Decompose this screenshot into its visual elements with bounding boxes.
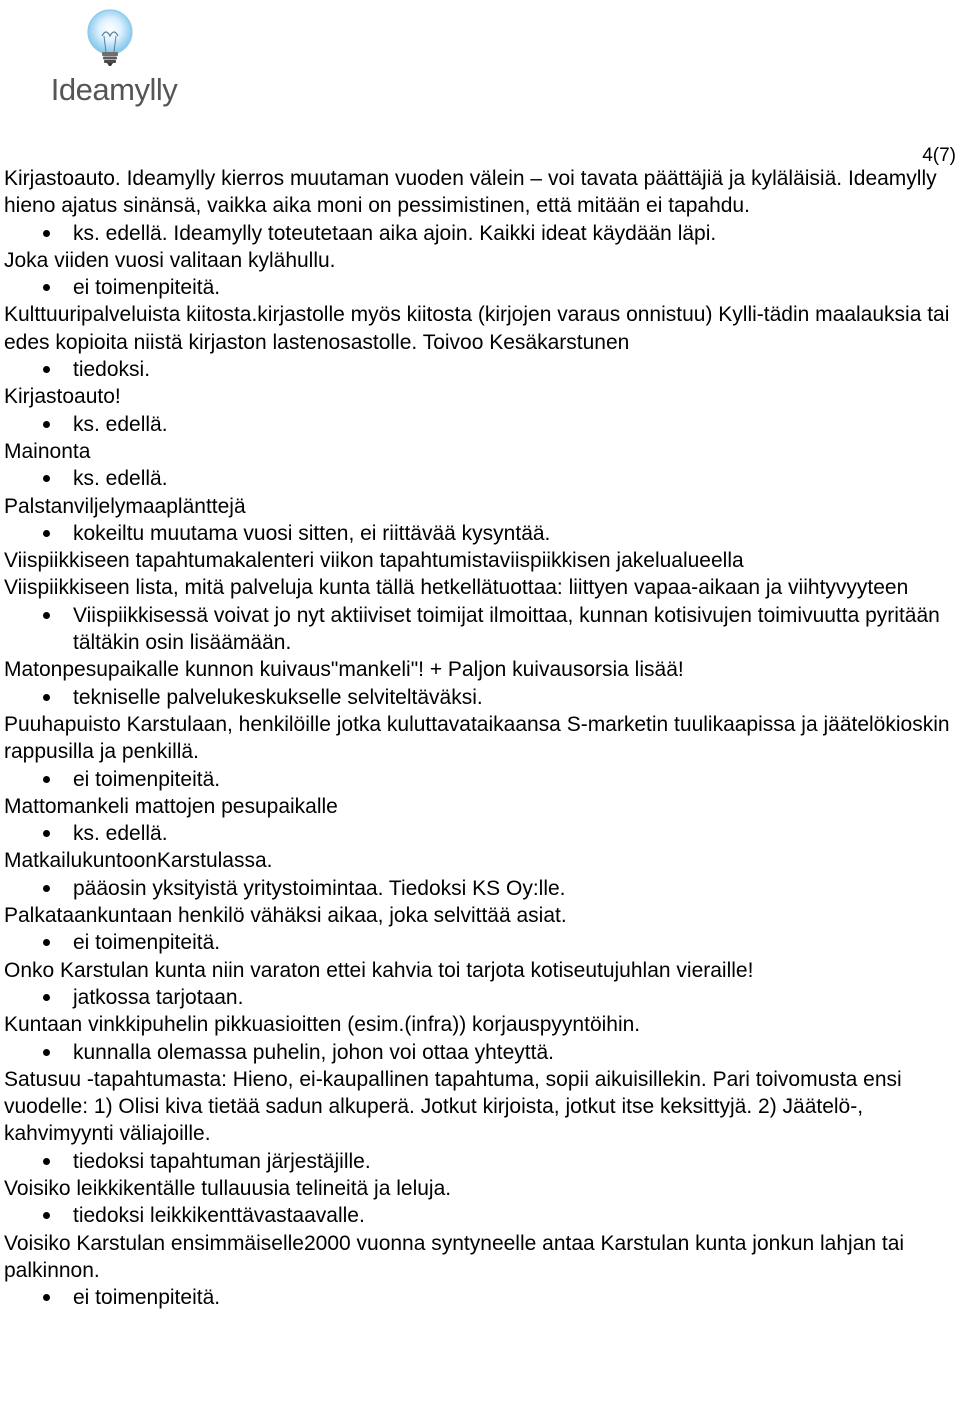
paragraph: Kulttuuripalveluista kiitosta.kirjastolle myös kiitosta (kirjojen varaus onnistuu) Kylli-tädin maalauksia tai edes kopioita niistä kirjaston lastenosastolle. Toivoo Kesäkarstunen <box>4 303 950 354</box>
bullet-item: tiedoksi. <box>4 356 954 383</box>
bullet-item: ei toimenpiteitä. <box>4 1284 954 1311</box>
bullet-item: jatkossa tarjotaan. <box>4 984 954 1011</box>
bullet-item: tekniselle palvelukeskukselle selviteltäväksi. <box>4 684 954 711</box>
paragraph: Satusuu -tapahtumasta: Hieno, ei-kaupallinen tapahtuma, sopii aikuisillekin. Pari toivomusta ensi vuodelle: 1) Olisi kiva tietää sadun alkuperä. Jotkut kirjoista, jotkut itse keksittyjä. 2) Jäätelö-, kahvimyynti väliajoille. <box>4 1067 902 1146</box>
bullet-item: ks. edellä. <box>4 820 954 847</box>
bullet-item: ks. edellä. Ideamylly toteutetaan aika ajoin. Kaikki ideat käydään läpi. <box>4 220 954 247</box>
bullet-item: tiedoksi tapahtuman järjestäjille. <box>4 1148 954 1175</box>
paragraph: Viispiikkiseen tapahtumakalenteri viikon tapahtumistaviispiikkisen jakelualueella <box>4 549 744 573</box>
bullet-item: pääosin yksityistä yritystoimintaa. Tiedoksi KS Oy:lle. <box>4 875 954 902</box>
paragraph: Viispiikkiseen lista, mitä palveluja kunta tällä hetkellätuottaa: liittyen vapaa-aikaan ja viihtyvyyteen <box>4 576 909 600</box>
paragraph: Matonpesupaikalle kunnon kuivaus"mankeli"! + Paljon kuivausorsia lisää! <box>4 658 684 682</box>
paragraph: Puuhapuisto Karstulaan, henkilöille jotka kuluttavataikaansa S-marketin tuulikaapissa ja jäätelökioskin rappusilla ja penkillä. <box>4 712 950 764</box>
bullet-item: ks. edellä. <box>4 411 954 438</box>
paragraph: Joka viiden vuosi valitaan kylähullu. <box>4 248 336 272</box>
paragraph: Kirjastoauto! <box>4 385 121 409</box>
paragraph: Voisiko Karstulan ensimmäiselle2000 vuonna syntyneelle antaa Karstulan kunta jonkun lahjan tai palkinnon. <box>4 1231 905 1282</box>
paragraph: Mainonta <box>4 439 91 463</box>
bullet-item: ks. edellä. <box>4 465 954 492</box>
bullet-item: kunnalla olemassa puhelin, johon voi ottaa yhteyttä. <box>4 1039 954 1066</box>
bullet-item: ei toimenpiteitä. <box>4 274 954 301</box>
bullet-item: Viispiikkisessä voivat jo nyt aktiiviset toimijat ilmoittaa, kunnan kotisivujen toimivuutta pyritään tältäkin osin lisäämään. <box>4 602 954 657</box>
paragraph: Onko Karstulan kunta niin varaton ettei kahvia toi tarjota kotiseutujuhlan vieraille! <box>4 958 754 982</box>
bullet-item: tiedoksi leikkikenttävastaavalle. <box>4 1202 954 1229</box>
logo-text: Ideamylly <box>50 72 178 107</box>
bullet-item: ei toimenpiteitä. <box>4 766 954 793</box>
paragraph: Voisiko leikkikentälle tullauusia telineitä ja leluja. <box>4 1176 452 1200</box>
paragraph: Palkataankuntaan henkilö vähäksi aikaa, joka selvittää asiat. <box>4 904 567 928</box>
page-number: 4(7) <box>922 145 956 166</box>
document-body <box>4 165 954 1311</box>
bullet-item: ei toimenpiteitä. <box>4 929 954 956</box>
paragraph: Palstanviljelymaaplänttejä <box>4 494 246 518</box>
paragraph: Kuntaan vinkkipuhelin pikkuasioitten (esim.(infra)) korjauspyyntöihin. <box>4 1013 641 1037</box>
lightbulb-icon <box>44 8 184 108</box>
ideamylly-logo <box>44 8 184 108</box>
paragraph: MatkailukuntoonKarstulassa. <box>4 849 273 873</box>
paragraph: Mattomankeli mattojen pesupaikalle <box>4 794 338 818</box>
bullet-item: kokeiltu muutama vuosi sitten, ei riittävää kysyntää. <box>4 520 954 547</box>
paragraph: Kirjastoauto. Ideamylly kierros muutaman vuoden välein – voi tavata päättäjiä ja kyläläisiä. Ideamylly hieno ajatus sinänsä, vaikka aika moni on pessimistinen, että mitään ei tapahdu. <box>4 167 937 218</box>
